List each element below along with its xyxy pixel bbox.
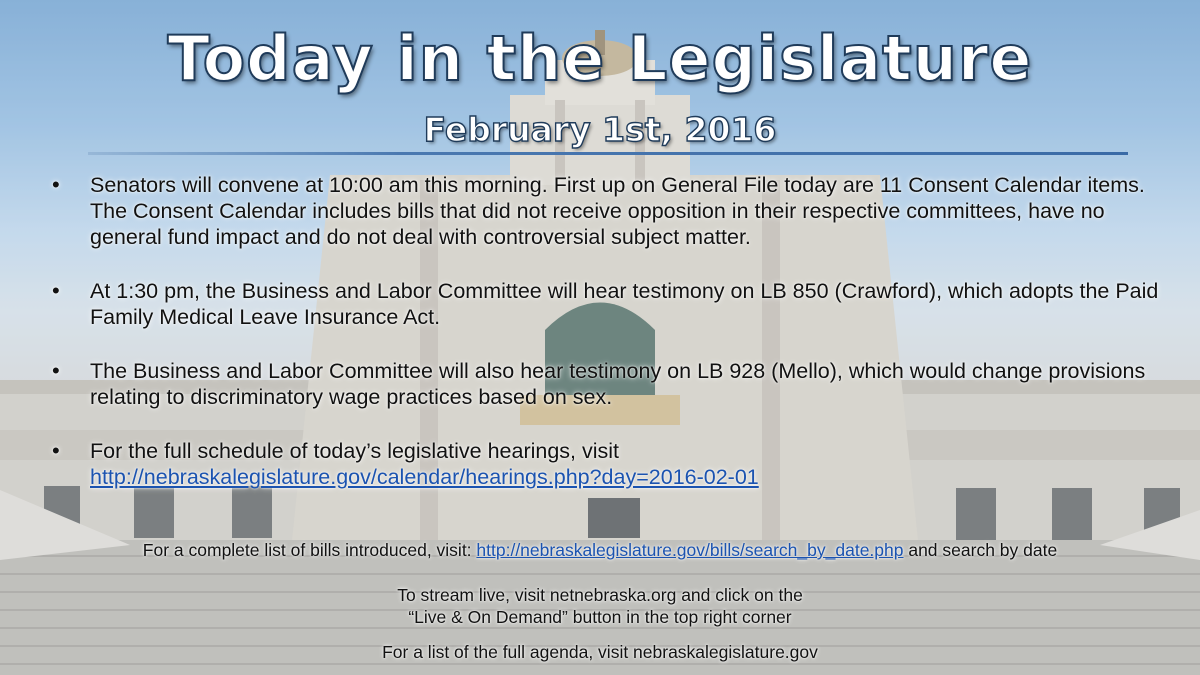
hearings-schedule-link[interactable]: http://nebraskalegislature.gov/calendar/hearings.php?day=2016-02-01 <box>90 465 759 489</box>
bills-list-note <box>0 539 1200 561</box>
stream-note-line1: To stream live, visit netnebraska.org and click on the <box>397 585 803 605</box>
page-date: February 1st, 2016 <box>423 110 777 149</box>
bullet-list <box>52 172 1162 518</box>
stream-note <box>0 584 1200 628</box>
list-item <box>52 358 1162 410</box>
bullet-marker: • <box>52 358 60 383</box>
bullet-text: The Business and Labor Committee will also hear testimony on LB 928 (Mello), which would change provisions relating to discriminatory wage practices based on sex. <box>90 359 1146 409</box>
agenda-note: For a list of the full agenda, visit nebraskalegislature.gov <box>382 642 818 662</box>
bills-note-suffix: and search by date <box>903 540 1058 560</box>
title-divider <box>88 152 1128 155</box>
page-title: Today in the Legislature <box>167 22 1033 95</box>
stream-note-line2: “Live & On Demand” button in the top right corner <box>408 607 792 627</box>
bullet-text: At 1:30 pm, the Business and Labor Committee will hear testimony on LB 850 (Crawford), which adopts the Paid Family Medical Leave Insurance Act. <box>90 279 1159 329</box>
list-item <box>52 172 1162 250</box>
list-item <box>52 278 1162 330</box>
bullet-text: For the full schedule of today’s legislative hearings, visit <box>90 439 620 463</box>
bullet-text: Senators will convene at 10:00 am this morning. First up on General File today are 11 Consent Calendar items. The Consent Calendar includes bills that did not receive opposition in their respective committees, have no general fund impact and do not deal with controversial subject matter. <box>90 173 1145 249</box>
bills-note-prefix: For a complete list of bills introduced, visit: <box>142 540 477 560</box>
list-item <box>52 438 1162 490</box>
bullet-marker: • <box>52 172 60 197</box>
bullet-marker: • <box>52 438 60 463</box>
bullet-marker: • <box>52 278 60 303</box>
bills-search-link[interactable]: http://nebraskalegislature.gov/bills/search_by_date.php <box>476 540 904 560</box>
